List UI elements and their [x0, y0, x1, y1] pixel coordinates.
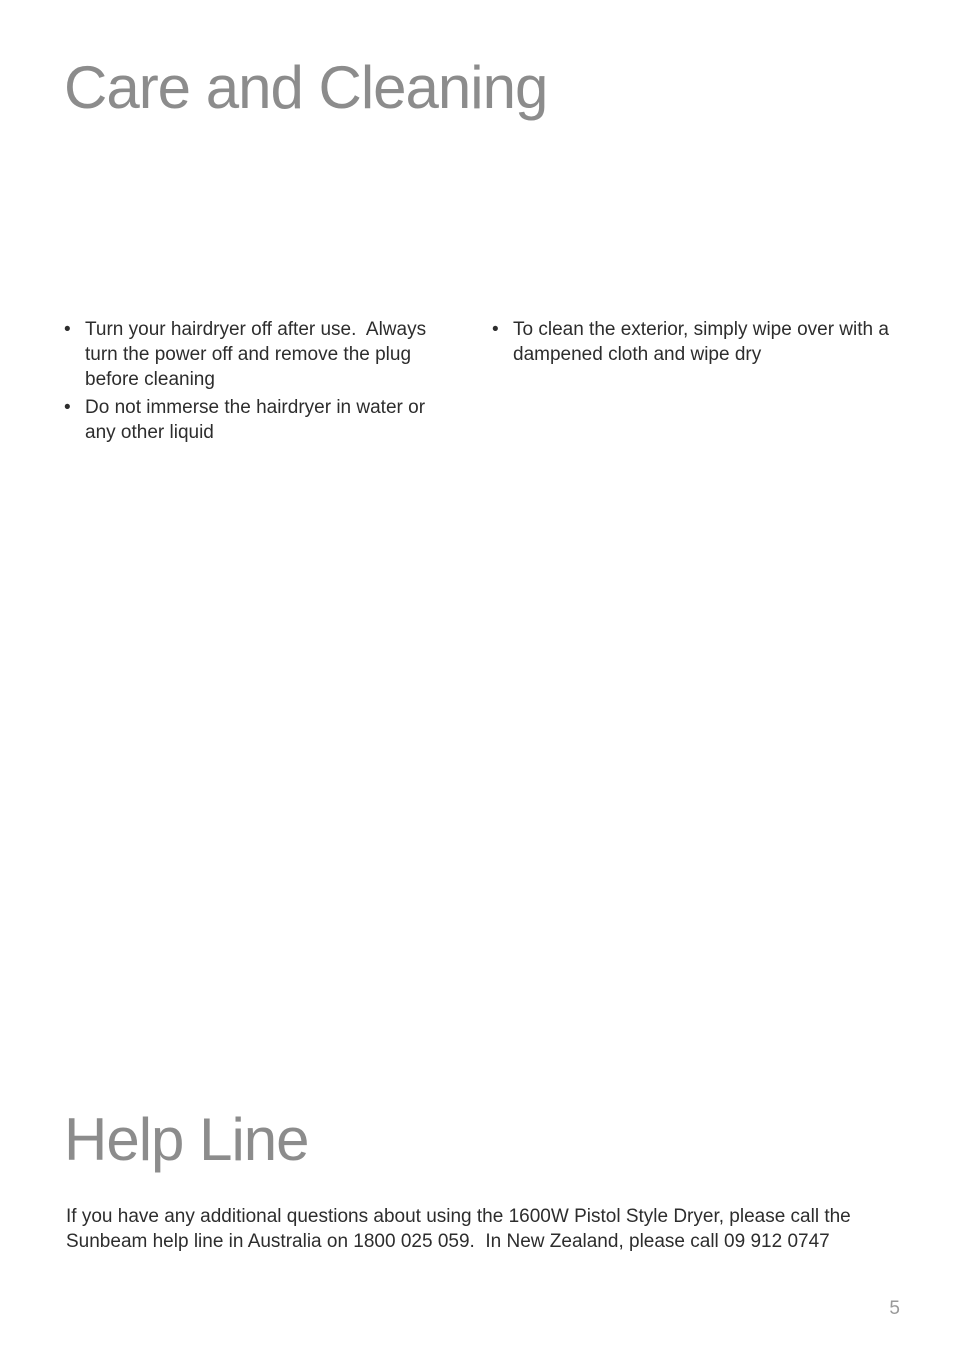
section-title-help-line: Help Line: [64, 1106, 309, 1173]
bullet-icon: •: [492, 319, 499, 340]
care-list-left: [64, 317, 444, 448]
care-list-right: [492, 317, 892, 370]
list-item: [64, 395, 444, 445]
help-line-paragraph: [66, 1204, 906, 1254]
help-line-text-1: If you have any additional questions about using the 1600W Pistol Style Dryer, please call the: [66, 1206, 851, 1227]
list-item-text: Do not immerse the hairdryer in water or any other liquid: [85, 397, 426, 443]
list-item: [64, 317, 444, 392]
bullet-icon: •: [64, 397, 71, 418]
list-item-text: To clean the exterior, simply wipe over with a dampened cloth and wipe dry: [513, 319, 889, 365]
bullet-icon: •: [64, 319, 71, 340]
list-item: [492, 317, 892, 367]
help-line-text-2: Sunbeam help line in Australia on 1800 025 059. In New Zealand, please call 09 912 0747: [66, 1231, 830, 1252]
page-title: Care and Cleaning: [64, 54, 548, 121]
list-item-text: Turn your hairdryer off after use. Always turn the power off and remove the plug before cleaning: [85, 319, 432, 390]
page-number: 5: [889, 1298, 900, 1319]
